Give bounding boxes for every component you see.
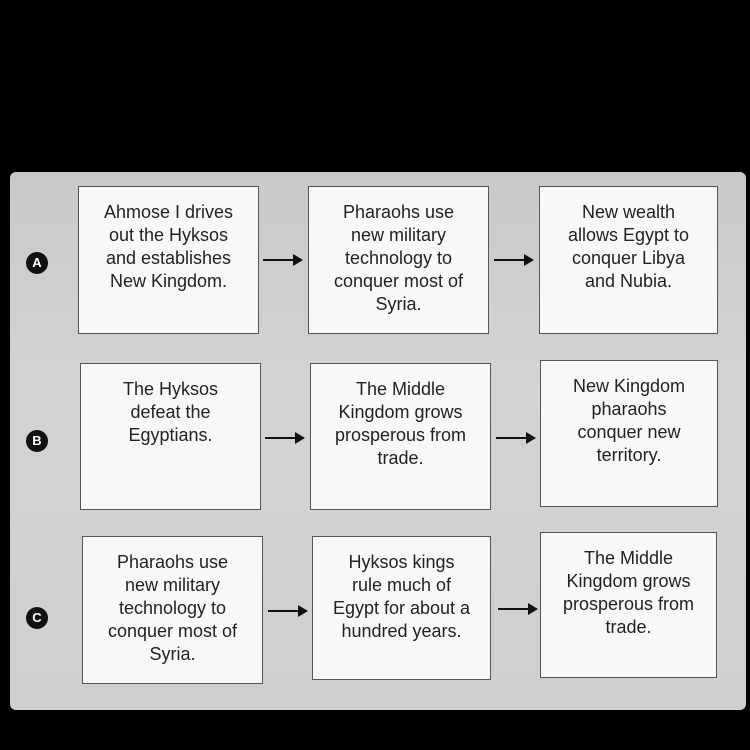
option-a-row[interactable] xyxy=(10,186,746,336)
option-b-step-3 xyxy=(540,360,718,507)
option-a-step-2 xyxy=(308,186,489,334)
option-c-step-1 xyxy=(82,536,263,684)
option-b-step-1-text: The Hyksos defeat the Egyptians. xyxy=(122,379,219,445)
option-c-step-3 xyxy=(540,532,717,678)
option-b-arrow-2-icon xyxy=(496,431,536,445)
option-c-arrow-1-icon xyxy=(268,604,308,618)
option-c-badge[interactable]: C xyxy=(26,607,48,629)
option-a-step-1-text: Ahmose I drives out the Hyksos and establishes New Kingdom. xyxy=(103,202,234,291)
option-c-step-2 xyxy=(312,536,491,680)
option-c-step-3-text: The Middle Kingdom grows prosperous from trade. xyxy=(562,548,695,637)
option-b-step-3-text: New Kingdom pharaohs conquer new territory. xyxy=(572,376,686,465)
option-a-step-3 xyxy=(539,186,718,334)
option-a-badge[interactable]: A xyxy=(26,252,48,274)
option-a-arrow-2-icon xyxy=(494,253,534,267)
option-b-step-2 xyxy=(310,363,491,510)
option-a-step-3-text: New wealth allows Egypt to conquer Libya and Nubia. xyxy=(567,202,690,291)
option-c-arrow-2-icon xyxy=(498,602,538,616)
option-b-arrow-1-icon xyxy=(265,431,305,445)
option-a-arrow-1-icon xyxy=(263,253,303,267)
option-a-step-2-text: Pharaohs use new military technology to conquer most of Syria. xyxy=(333,202,464,314)
option-b-step-2-text: The Middle Kingdom grows prosperous from trade. xyxy=(334,379,467,468)
option-c-step-1-text: Pharaohs use new military technology to conquer most of Syria. xyxy=(107,552,238,664)
answer-panel xyxy=(10,172,746,710)
option-c-step-2-text: Hyksos kings rule much of Egypt for about a hundred years. xyxy=(332,552,471,641)
option-a-step-1 xyxy=(78,186,259,334)
option-b-step-1 xyxy=(80,363,261,510)
option-c-row[interactable] xyxy=(10,534,746,684)
option-b-row[interactable] xyxy=(10,363,746,513)
option-b-badge[interactable]: B xyxy=(26,430,48,452)
